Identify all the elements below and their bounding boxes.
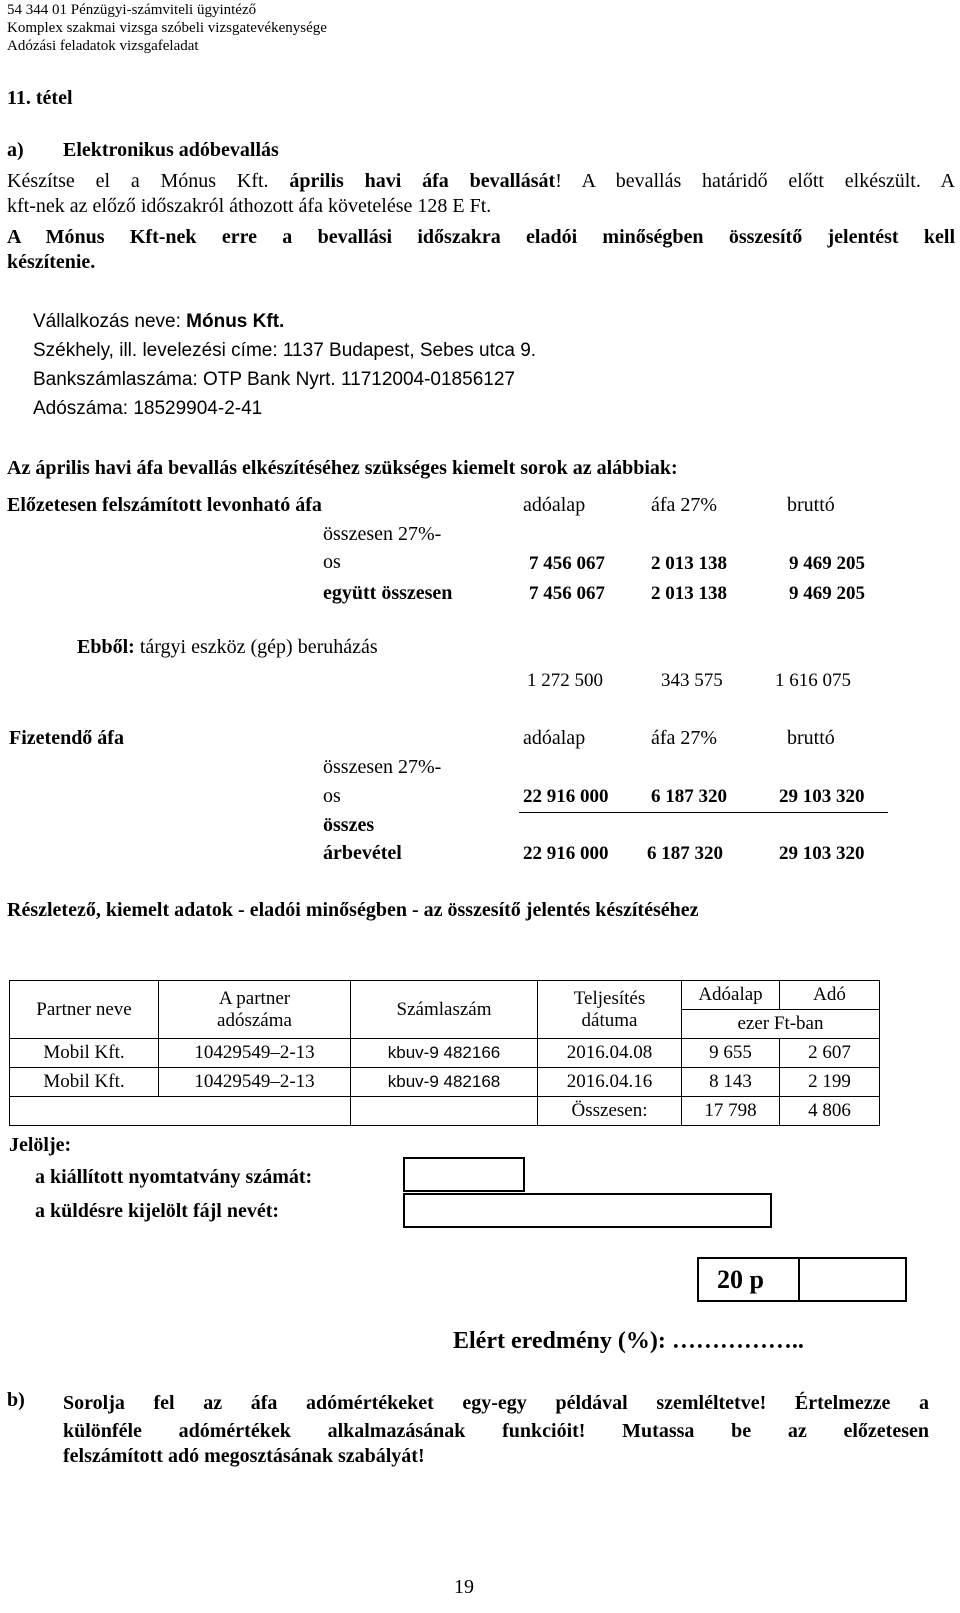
input-vat-row1-gross: 9 469 205 — [789, 553, 865, 574]
points-box — [697, 1257, 907, 1302]
payable-vat-heading: Fizetendő áfa — [9, 727, 124, 749]
company-name-line — [33, 311, 284, 333]
row1-date: 2016.04.08 — [538, 1039, 682, 1068]
input-vat-row1-label-a: összesen 27%- — [323, 523, 442, 545]
input-vat-row1-vat: 2 013 138 — [651, 553, 727, 574]
header-unit: ezer Ft-ban — [682, 1010, 880, 1039]
points-divider — [798, 1259, 800, 1300]
input-vat-row2-gross: 9 469 205 — [789, 583, 865, 604]
row2-date: 2016.04.16 — [538, 1068, 682, 1097]
input-vat-row2-label: együtt összesen — [323, 582, 453, 604]
total-base: 17 798 — [682, 1097, 780, 1126]
input-vat-row3-base: 1 272 500 — [527, 670, 603, 691]
payable-vat-row1-label-b: os — [323, 785, 341, 807]
row2-partner: Mobil Kft. — [10, 1068, 159, 1097]
task-a-paragraph-2-line-1: A Mónus Kft-nek erre a bevallási időszakra eladói minőségben összesítő jelentést kell — [7, 226, 955, 248]
payable-vat-underline — [519, 812, 888, 813]
header-line-3: Adózási feladatok vizsgafeladat — [7, 38, 199, 54]
ebbol-label: Ebből: — [77, 636, 135, 658]
company-tax-number: Adószáma: 18529904-2-41 — [33, 398, 263, 419]
total-empty-1 — [10, 1097, 351, 1126]
ebbol-text: tárgyi eszköz (gép) beruházás — [134, 636, 378, 658]
header-base: Adóalap — [682, 981, 780, 1010]
row2-base: 8 143 — [682, 1068, 780, 1097]
input-vat-row1-base: 7 456 067 — [529, 553, 605, 574]
row1-base: 9 655 — [682, 1039, 780, 1068]
header-date — [538, 981, 682, 1039]
mark-form-number-label: a kiállított nyomtatvány számát: — [35, 1166, 313, 1188]
input-vat-row2-base: 7 456 067 — [529, 583, 605, 604]
payable-vat-row2-base: 22 916 000 — [523, 843, 609, 864]
header-taxno-line2: adószáma — [217, 1009, 292, 1031]
payable-vat-col-vat: áfa 27% — [651, 727, 718, 749]
input-vat-row2-vat: 2 013 138 — [651, 583, 727, 604]
payable-vat-row2-gross: 29 103 320 — [779, 843, 865, 864]
page-number: 19 — [454, 1576, 474, 1598]
row2-tax: 2 199 — [780, 1068, 880, 1097]
task-b-line-3: felszámított adó megosztásának szabályát! — [63, 1445, 425, 1467]
input-vat-col-gross: bruttó — [787, 494, 835, 516]
header-invoice: Számlaszám — [351, 981, 538, 1039]
header-taxno — [159, 981, 351, 1039]
payable-vat-col-base: adóalap — [523, 727, 586, 749]
form-number-input[interactable] — [403, 1157, 525, 1192]
payable-vat-row2-vat: 6 187 320 — [647, 843, 723, 864]
table-total-row — [10, 1097, 880, 1126]
input-vat-col-vat: áfa 27% — [651, 494, 718, 516]
payable-vat-col-gross: bruttó — [787, 727, 835, 749]
payable-vat-row1-vat: 6 187 320 — [651, 786, 727, 807]
total-label: Összesen: — [538, 1097, 682, 1126]
input-vat-col-base: adóalap — [523, 494, 586, 516]
header-taxno-line1: A partner — [218, 987, 291, 1009]
page-title: 11. tétel — [7, 87, 73, 109]
payable-vat-row1-label-a: összesen 27%- — [323, 756, 442, 778]
task-b-line-1: Sorolja fel az áfa adómértékeket egy-egy példával szemléltetve! Értelmezze a — [63, 1392, 929, 1414]
payable-vat-row2-label-a: összes — [323, 814, 375, 836]
row2-taxno: 10429549–2-13 — [159, 1068, 351, 1097]
table-row — [10, 1039, 880, 1068]
task-a-paragraph-line-2: kft-nek az előző időszakról áthozott áfa követelése 128 E Ft. — [7, 195, 492, 217]
row1-partner: Mobil Kft. — [10, 1039, 159, 1068]
company-name: Mónus Kft. — [186, 311, 285, 332]
header-date-line2: dátuma — [581, 1009, 638, 1031]
company-bank: Bankszámlaszáma: OTP Bank Nyrt. 11712004-01856127 — [33, 369, 515, 390]
table-header-row — [10, 981, 880, 1010]
input-vat-heading: Előzetesen felszámított levonható áfa — [7, 494, 322, 516]
result-line: Elért eredmény (%): …………….. — [453, 1328, 804, 1354]
task-b-label: b) — [7, 1389, 25, 1411]
task-a-text: Készítse el a Mónus Kft. — [7, 170, 290, 192]
detail-heading: Részletező, kiemelt adatok - eladói minőségben - az összesítő jelentés készítéséhez — [7, 899, 699, 921]
task-a-paragraph-line-1 — [7, 167, 955, 195]
input-vat-row1-label-b: os — [323, 551, 341, 573]
task-a-emphasis: április havi áfa bevallását — [289, 170, 556, 192]
header-line-2: Komplex szakmai vizsga szóbeli vizsgatevékenysége — [7, 20, 327, 36]
payable-vat-row1-base: 22 916 000 — [523, 786, 609, 807]
row2-invoice: kbuv-9 482168 — [351, 1068, 538, 1097]
payable-vat-row2-label-b: árbevétel — [323, 842, 402, 864]
row1-invoice: kbuv-9 482166 — [351, 1039, 538, 1068]
task-a-label: a) — [7, 139, 24, 161]
header-partner: Partner neve — [10, 981, 159, 1039]
detail-table — [9, 980, 880, 1126]
table-row — [10, 1068, 880, 1097]
payable-vat-row1-gross: 29 103 320 — [779, 786, 865, 807]
header-date-line1: Teljesítés — [573, 987, 646, 1009]
header-line-1: 54 344 01 Pénzügyi-számviteli ügyintéző — [7, 2, 257, 18]
rows-intro: Az április havi áfa bevallás elkészítéséhez szükséges kiemelt sorok az alábbiak: — [7, 457, 678, 479]
input-vat-row3-vat: 343 575 — [661, 670, 723, 691]
row1-taxno: 10429549–2-13 — [159, 1039, 351, 1068]
task-a-text-end: ! A bevallás határidő előtt elkészült. A — [555, 170, 956, 192]
points-label: 20 p — [717, 1265, 764, 1294]
task-a-heading: Elektronikus adóbevallás — [63, 139, 279, 161]
task-b-line-2: különféle adómértékek alkalmazásának funkcióit! Mutassa be az előzetesen — [63, 1420, 929, 1442]
company-name-label: Vállalkozás neve: — [33, 311, 187, 332]
input-vat-row3-gross: 1 616 075 — [775, 670, 851, 691]
input-vat-ebbol — [77, 636, 378, 659]
company-address: Székhely, ill. levelezési címe: 1137 Budapest, Sebes utca 9. — [33, 340, 537, 361]
mark-heading: Jelölje: — [9, 1134, 72, 1156]
header-tax: Adó — [780, 981, 880, 1010]
task-a-paragraph-2-line-2: készítenie. — [7, 251, 96, 273]
mark-file-name-label: a küldésre kijelölt fájl nevét: — [35, 1200, 280, 1222]
file-name-input[interactable] — [403, 1193, 772, 1228]
total-tax: 4 806 — [780, 1097, 880, 1126]
total-empty-2 — [351, 1097, 538, 1126]
row1-tax: 2 607 — [780, 1039, 880, 1068]
